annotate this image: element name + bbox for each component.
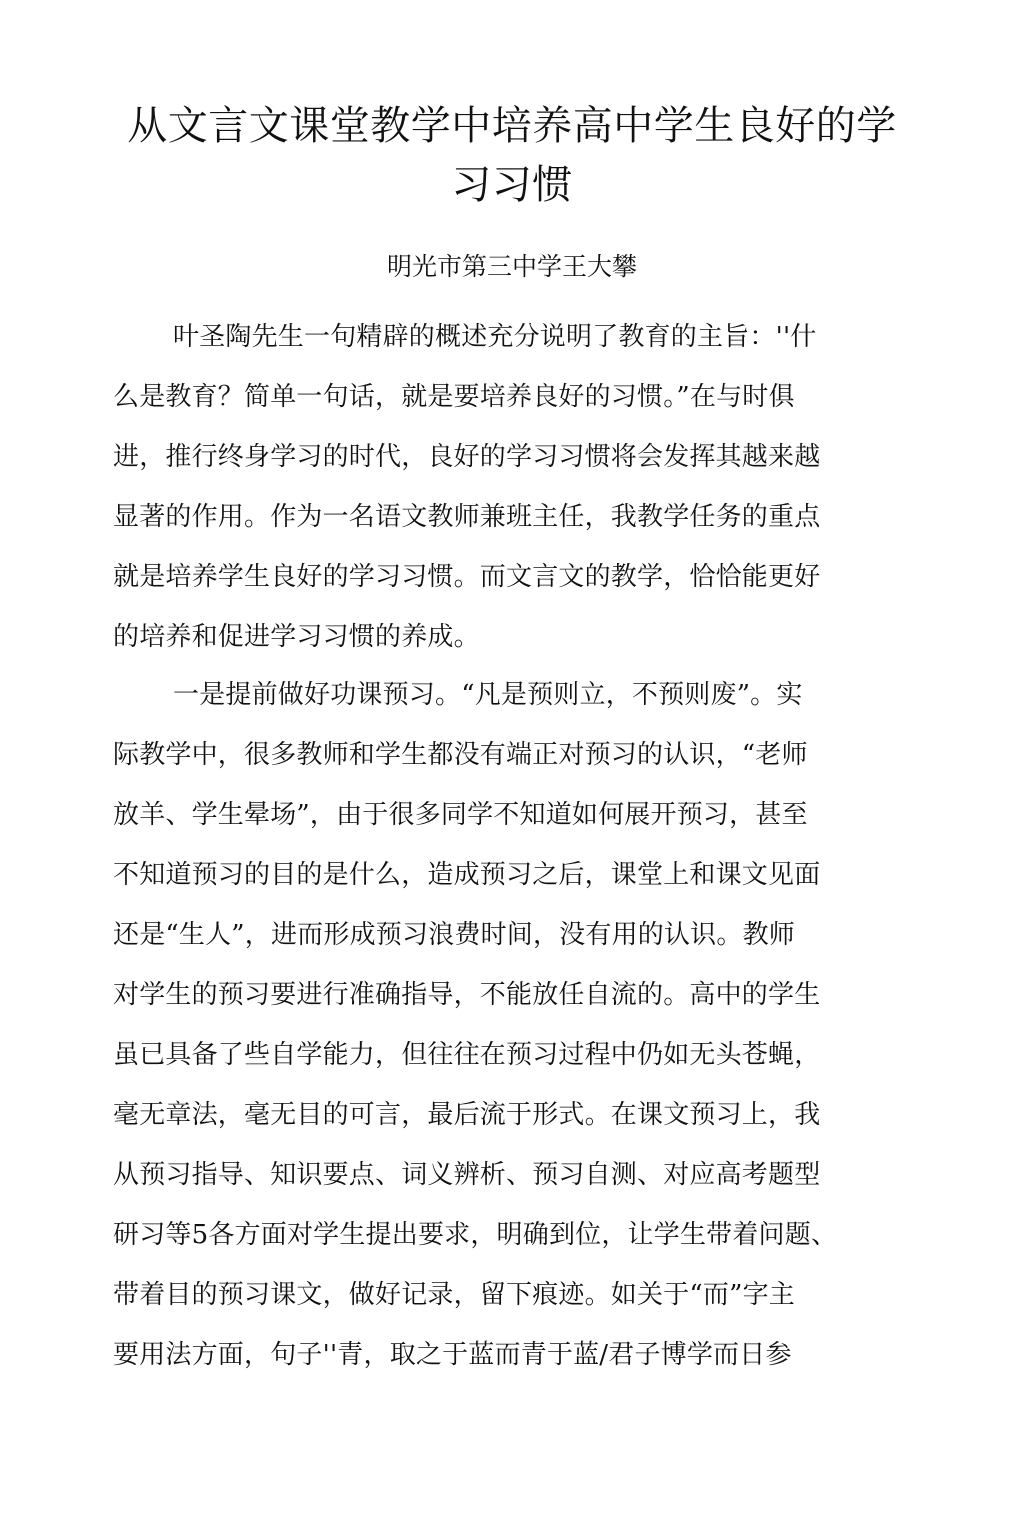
paragraph-line: 对学生的预习要进行准确指导，不能放任自流的。高中的学生 — [113, 980, 821, 1010]
author-line: 明光市第三中学王大攀 — [386, 252, 637, 281]
paragraph-1 — [113, 315, 903, 675]
paragraph-line: 从预习指导、知识要点、词义辨析、预习自测、对应高考题型 — [113, 1160, 821, 1190]
paragraph-line: 际教学中，很多教师和学生都没有端正对预习的认识，“老师 — [113, 740, 808, 770]
document-title-line-2: 习习惯 — [451, 162, 573, 208]
paragraph-2 — [113, 673, 903, 1393]
paragraph-line: 的培养和促进学习习惯的养成。 — [113, 622, 480, 652]
paragraph-line: 就是培养学生良好的学习习惯。而文言文的教学，恰恰能更好 — [113, 562, 821, 592]
paragraph-line: 么是教育？简单一句话，就是要培养良好的习惯。”在与时俱 — [113, 382, 795, 412]
paragraph-line: 还是“生人”，进而形成预习浪费时间，没有用的认识。教师 — [113, 920, 795, 950]
paragraph-line: 研习等5各方面对学生提出要求，明确到位，让学生带着问题、 — [113, 1220, 838, 1250]
paragraph-line: 叶圣陶先生一句精辟的概述充分说明了教育的主旨：''什 — [173, 322, 817, 352]
paragraph-line: 进，推行终身学习的时代，良好的学习习惯将会发挥其越来越 — [113, 442, 821, 472]
paragraph-line: 放羊、学生晕场”，由于很多同学不知道如何展开预习，甚至 — [113, 800, 808, 830]
document-title-line-1: 从文言文课堂教学中培养高中学生良好的学 — [127, 103, 897, 149]
paragraph-line: 虽已具备了些自学能力，但往往在预习过程中仍如无头苍蝇， — [113, 1040, 821, 1070]
paragraph-line: 毫无章法，毫无目的可言，最后流于形式。在课文预习上，我 — [113, 1100, 821, 1130]
paragraph-line: 带着目的预习课文，做好记录，留下痕迹。如关于“而”字主 — [113, 1280, 795, 1310]
paragraph-line: 显著的作用。作为一名语文教师兼班主任，我教学任务的重点 — [113, 502, 821, 532]
paragraph-line: 一是提前做好功课预习。“凡是预则立，不预则废”。实 — [173, 680, 803, 710]
paragraph-line: 不知道预习的目的是什么，造成预习之后，课堂上和课文见面 — [113, 860, 821, 890]
paragraph-line: 要用法方面，句子''青，取之于蓝而青于蓝/君子博学而日参 — [113, 1340, 792, 1370]
